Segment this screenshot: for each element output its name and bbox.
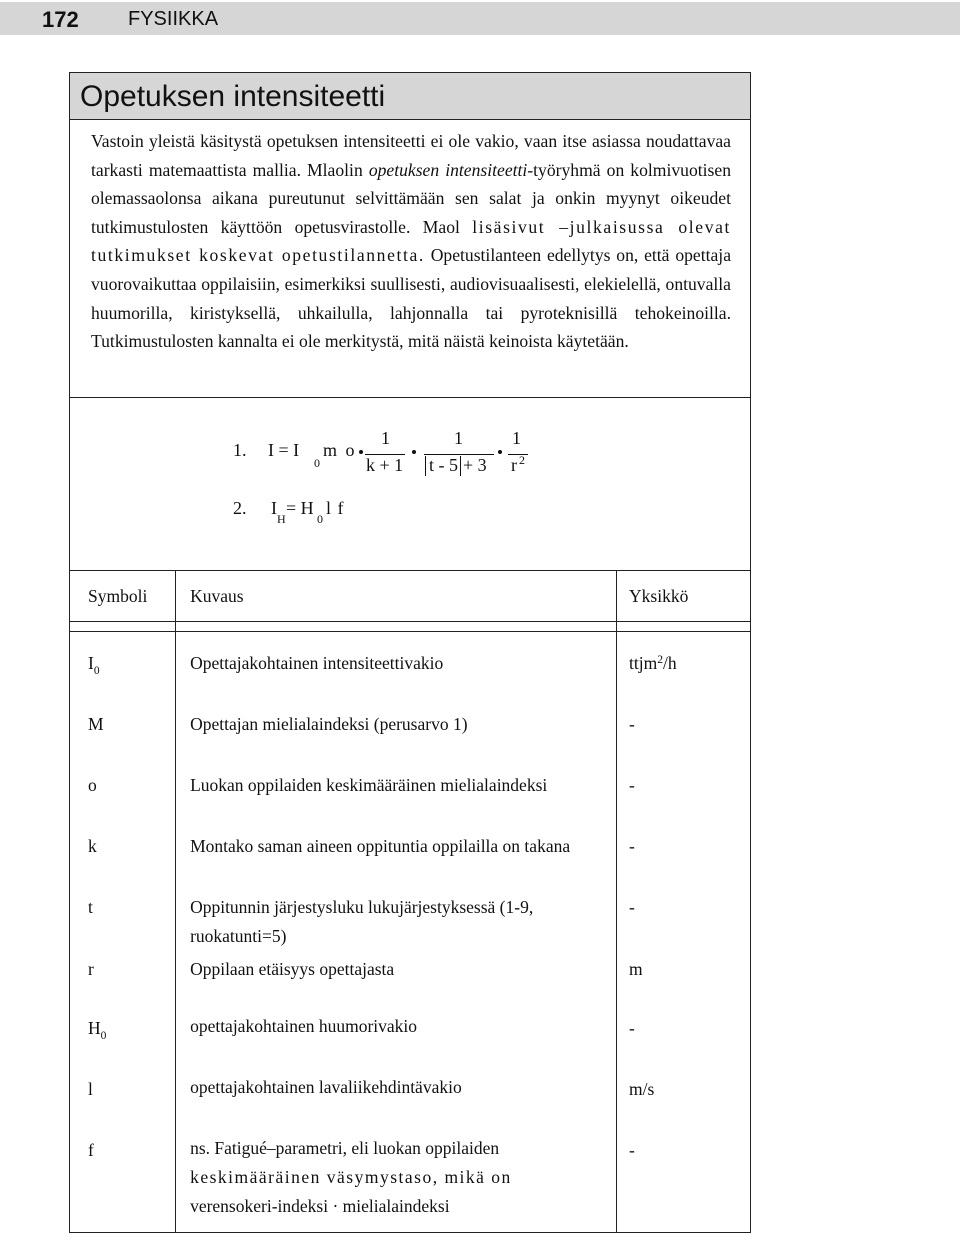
box-title: Opetuksen intensiteetti [70,73,750,120]
unit-cell: - [629,897,635,917]
fraction-3-numerator: 1 [512,428,521,448]
unit-tail: /h [662,653,677,673]
unit-cell: m [629,959,643,979]
description-cell: Opettajakohtainen intensiteettivakio [190,653,444,673]
formula-2-number: 2. [233,498,247,518]
intro-text-italic: opetuksen intensiteetti- [368,159,534,180]
fraction-2-denominator-tail: + 3 [463,455,487,475]
fraction-1-numerator: 1 [381,428,390,448]
description-line: verensokeri-indeksi · mielialaindeksi [190,1196,450,1216]
fraction-3-denominator-sup: 2 [519,453,525,467]
symbol-table [69,570,751,1233]
symbol-sub: 0 [100,1030,107,1042]
unit-cell: - [629,714,635,734]
formula-2-I: I [271,498,277,518]
formula-1-number: 1. [233,440,247,460]
table-row [88,649,175,710]
symbol-cell: o [88,775,97,795]
description-cell: Opettajan mielialaindeksi (perusarvo 1) [190,714,468,734]
description-cell: Oppitunnin järjestysluku lukujärjestyksessä (1-9, ruokatunti=5) [190,897,534,946]
fraction-1-denominator: k + 1 [366,455,404,475]
symbol-cell: H [88,1018,101,1038]
symbol-cell: M [88,714,104,734]
formula-1-sub0: 0 [314,456,320,470]
description-cell: Montako saman aineen oppituntia oppilailla on takana [190,836,571,856]
intro-text-part-2: työryhmä on kolmivuotisen olemassaolonsa aikana pureutunut selvittämään sen salat ja onkin myynyt oikeudet tutkimustulosten käyttöön opetusvirastolle. Maol [91,159,731,237]
table-row [88,955,175,1014]
table-row [88,771,175,832]
table-row [88,710,175,771]
unit-cell: - [629,1140,635,1160]
table-row [88,832,175,893]
description-cell: opettajakohtainen huumorivakio [190,1016,418,1036]
unit-cell: ttjm [629,653,658,673]
symbol-cell: l [88,1079,93,1099]
multiply-dot [498,450,502,454]
table-row [88,893,175,955]
table-row [88,1014,175,1075]
formula-1-lhs: I = I [268,440,300,460]
intro-text-spaced: lisäsivut –julkaisussa olevat tutkimukset koskevat opetustilannetta. [91,216,731,266]
formula-2-rest: l f [326,498,344,518]
description-cell: Luokan oppilaiden keskimääräinen mielialaindeksi [190,775,548,795]
formula-2-eq: = H [286,498,314,518]
fraction-2-numerator: 1 [454,428,463,448]
header-unit: Yksikkö [629,585,689,606]
description-cell: opettajakohtainen lavaliikehdintävakio [190,1077,462,1097]
fraction-3-denominator: r [511,455,517,475]
symbol-cell: t [88,897,93,917]
abs-bar-left [425,456,426,476]
unit-cell: - [629,775,635,795]
section-name: FYSIIKKA [128,8,219,30]
symbol-cell: I [88,653,94,673]
table-body-row [70,632,751,1233]
header-symbol: Symboli [88,585,148,606]
intro-text-part-1: Vastoin yleistä käsitystä opetuksen intensiteetti ei ole vakio, vaan itse asiassa noudattavaa tarkasti matemaattista mallia. Mlaolin [91,131,731,180]
description-line: ns. Fatigué–parametri, eli luokan oppilaiden [190,1138,500,1158]
abs-bar-right [460,456,461,476]
symbol-sub: 0 [93,665,100,677]
symbol-cell: f [88,1140,94,1160]
table-row [88,1075,175,1136]
table-row [88,1136,175,1232]
unit-cell: - [629,1018,635,1038]
multiply-dot [412,450,416,454]
unit-cell: - [629,836,635,856]
intro-text-part-3: Opetustilanteen edellytys on, että opettaja vuorovaikuttaa oppilaisiin, esimerkiksi suullisesti, audiovisuaalisesti, elekielellä, ontuvalla huumorilla, kiristyksellä, uhkailulla, lahjonnalla tai pyroteknisillä tehokeinoilla. Tutkimustulosten kannalta ei ole merkitystä, mitä näistä keinoista käytetään. [91,245,732,352]
formula-2-subH: H [277,512,286,526]
unit-cell: m/s [629,1079,655,1099]
page-header [0,2,960,35]
symbol-cell: k [88,836,97,856]
intro-box [69,72,751,398]
formula-2-sub0: 0 [317,512,323,526]
multiply-dot [359,450,363,454]
description-cell: Oppilaan etäisyys opettajasta [190,959,395,979]
table-header-row [70,571,751,622]
page-number: 172 [42,7,79,32]
description-line: keskimääräinen väsymystaso, mikä on [190,1167,512,1187]
formula-area [69,398,751,570]
symbol-cell: r [88,959,94,979]
formula-1-mid: m o [323,440,355,460]
header-description: Kuvaus [190,585,244,606]
unit-sup: 2 [657,654,663,666]
fraction-2-denominator-abs: t - 5 [429,455,458,475]
intro-text [91,127,731,356]
